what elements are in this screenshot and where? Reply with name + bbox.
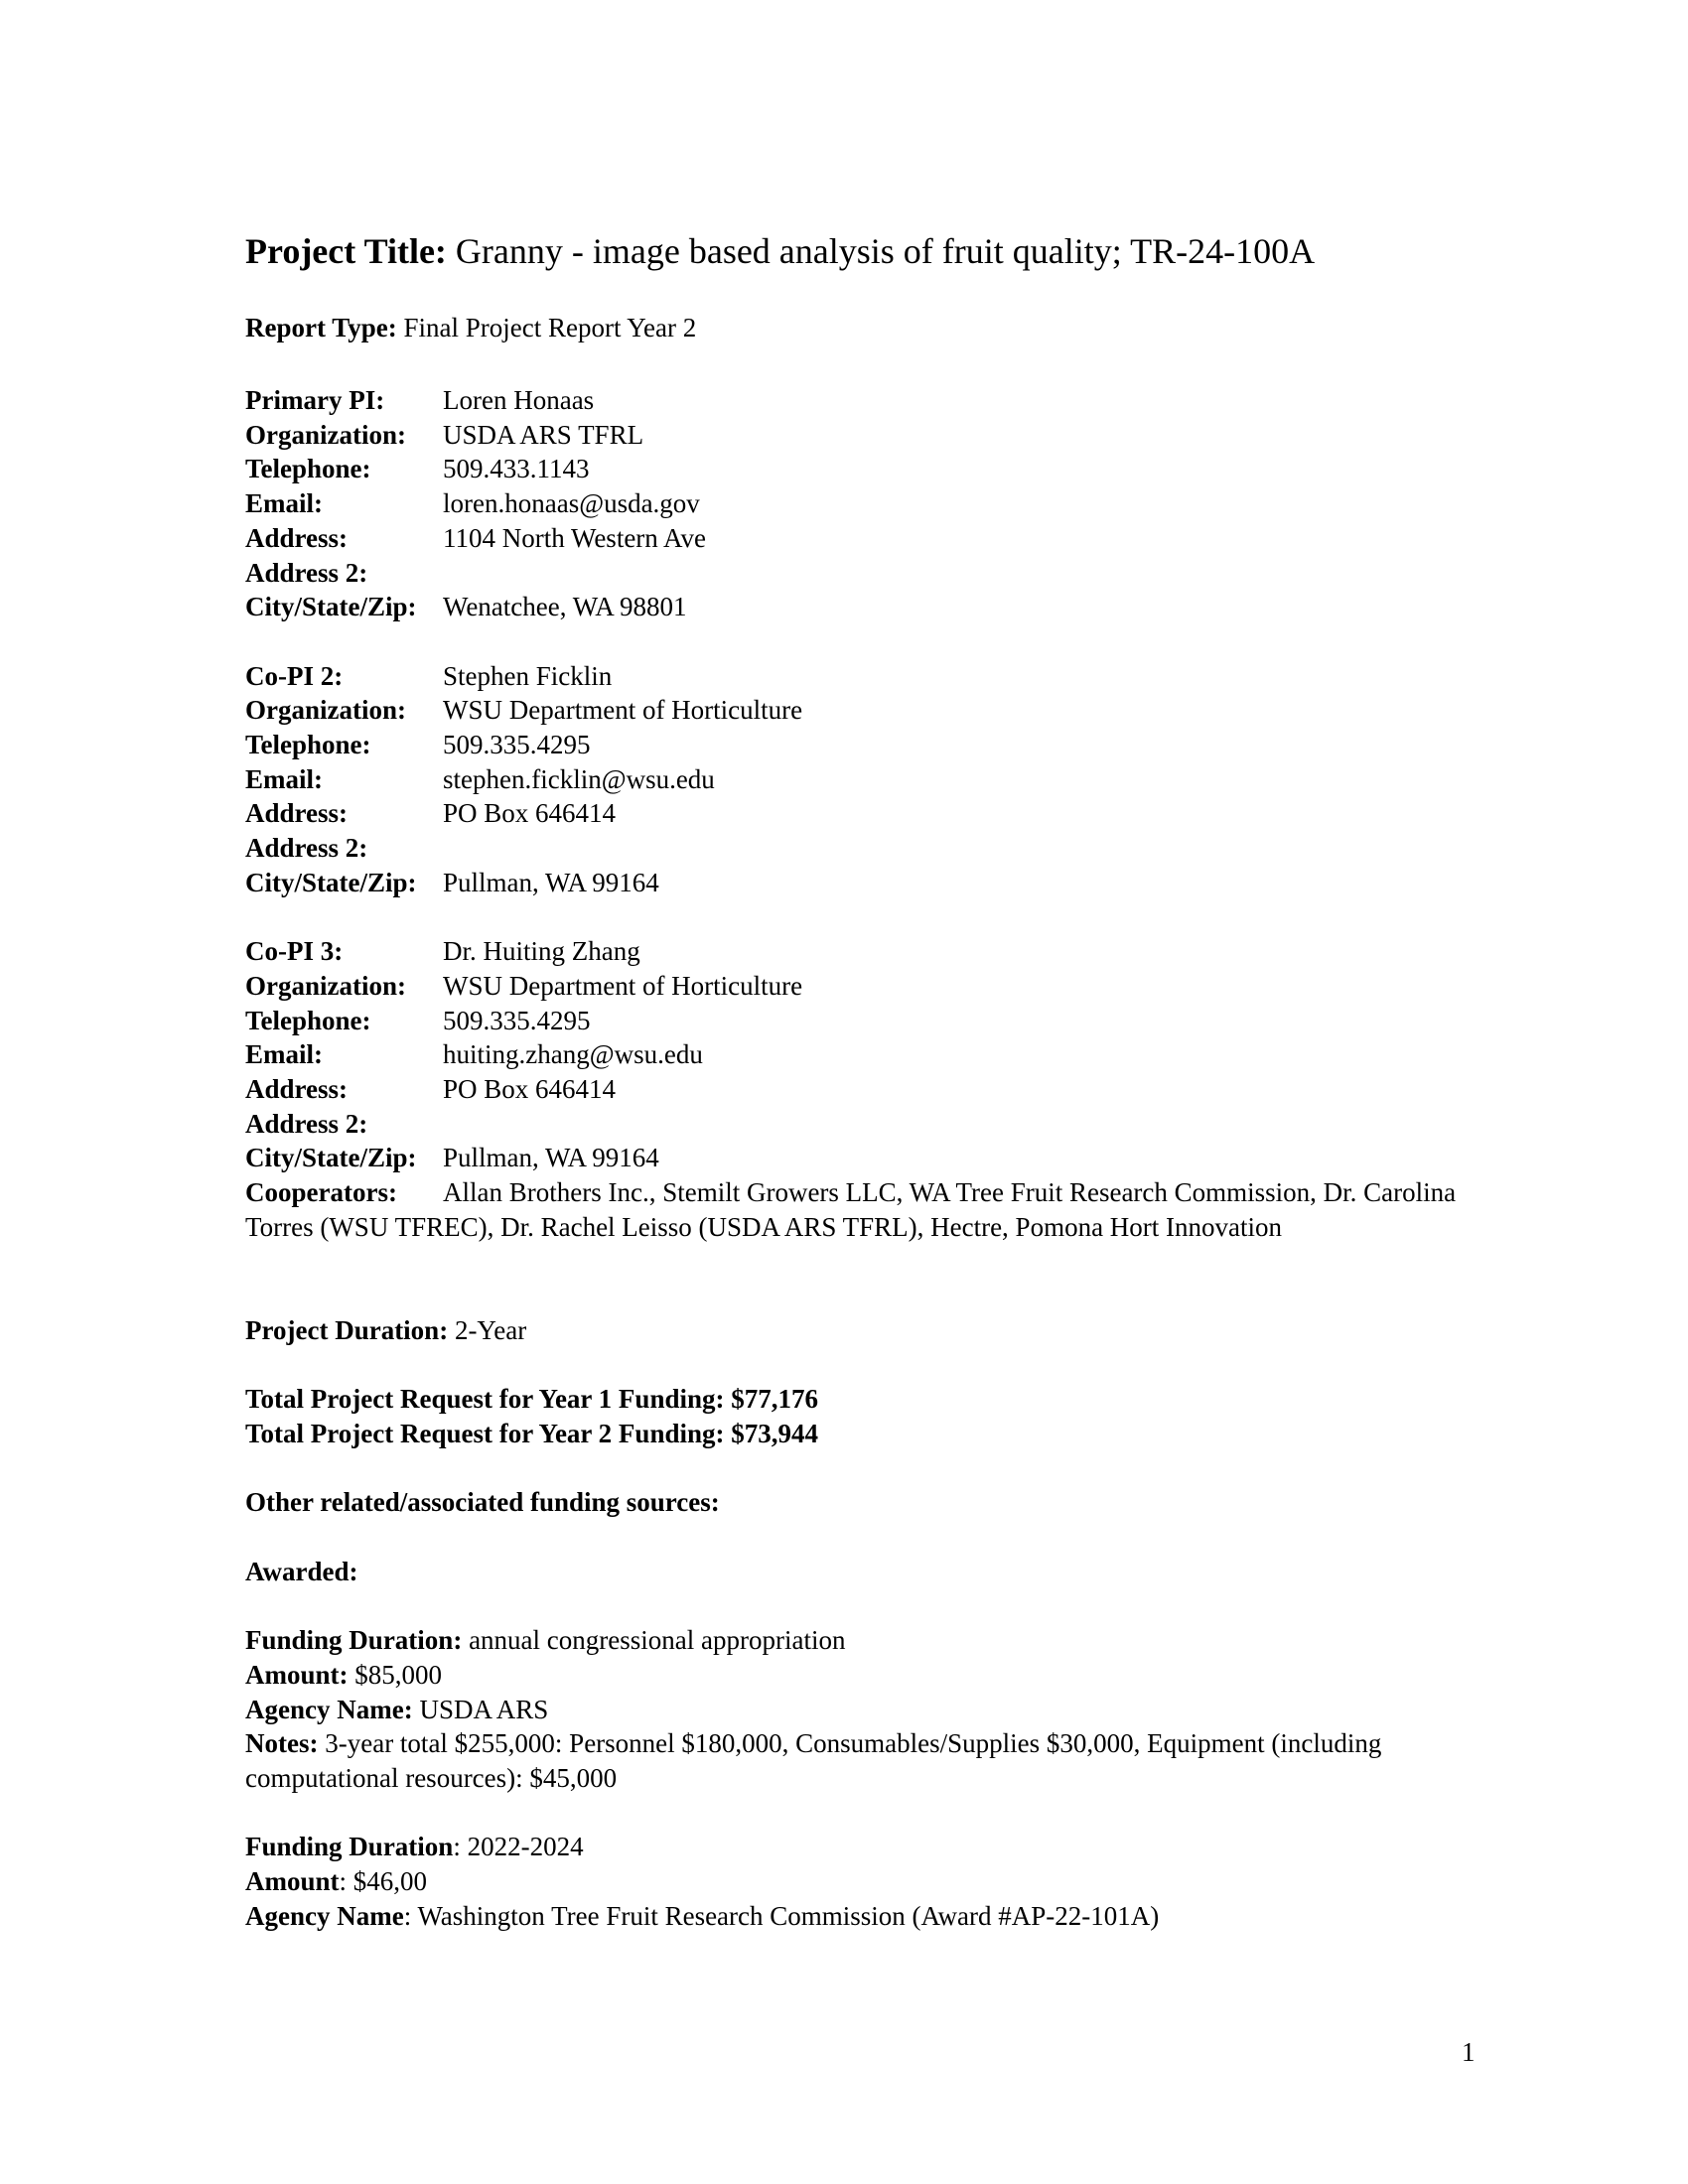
funding-request-value: $73,944: [731, 1419, 818, 1448]
page-number: 1: [1462, 2037, 1476, 2067]
award-amount-row: [245, 1658, 442, 1693]
contact-address2-row: [245, 1107, 367, 1142]
contact-address: PO Box 646414: [443, 798, 617, 829]
award-notes-row: [245, 1726, 1397, 1795]
award-notes: 3-year total $255,000: Personnel $180,000, Consumables/Supplies $30,000, Equipment (including computational resources): $45,000: [245, 1728, 1382, 1793]
award-amount-row: Amount: $46,00: [245, 1866, 428, 1897]
report-type-value: Final Project Report Year 2: [403, 313, 697, 342]
contact-organization: USDA ARS TFRL: [443, 419, 644, 450]
other-funding-heading: [245, 1485, 720, 1520]
field-label: Organization:: [245, 695, 406, 726]
field-label: Funding Duration:: [245, 1625, 463, 1656]
contact-telephone: 509.335.4295: [443, 730, 591, 759]
contact-address: 1104 North Western Ave: [443, 522, 707, 553]
contact-city: Wenatchee, WA 98801: [443, 592, 687, 622]
field-label: Amount:: [245, 1659, 349, 1690]
contact-name: Stephen Ficklin: [443, 660, 613, 691]
field-label: Address 2:: [245, 833, 368, 864]
contact-address-row: [245, 1072, 617, 1107]
contact-org-row: [245, 969, 803, 1004]
field-label: Funding Duration: [245, 1832, 454, 1862]
award-agency-row: Agency Name: Washington Tree Fruit Research Commission (Award #AP-22-101A): [245, 1900, 1160, 1931]
award-duration: 2022-2024: [467, 1832, 584, 1862]
project-title-value: Granny - image based analysis of fruit quality; TR-24-100A: [455, 231, 1316, 271]
contact-tel-row: [245, 1004, 591, 1038]
award-duration-row: Funding Duration: 2022-2024: [245, 1832, 584, 1862]
contact-email: huiting.zhang@wsu.edu: [443, 1039, 703, 1070]
contact-address-row: [245, 521, 707, 556]
field-label: Organization:: [245, 419, 406, 450]
contact-organization: WSU Department of Horticulture: [443, 970, 803, 1001]
field-label: City/State/Zip:: [245, 867, 417, 897]
award-duration-row: [245, 1623, 845, 1658]
field-label: Organization:: [245, 970, 406, 1001]
contact-name: Dr. Huiting Zhang: [443, 936, 640, 967]
award-duration: annual congressional appropriation: [469, 1625, 846, 1656]
award-agency: Washington Tree Fruit Research Commission (Award #AP-22-101A): [417, 1900, 1160, 1931]
award-agency-row: [245, 1693, 548, 1727]
contact-role-row: [245, 934, 640, 969]
contact-email-row: [245, 486, 700, 521]
project-title-label: Project Title:: [245, 231, 447, 271]
contact-tel-row: [245, 728, 591, 762]
contact-city-row: [245, 1141, 659, 1175]
field-label: Email:: [245, 1039, 323, 1070]
project-duration: [245, 1313, 526, 1348]
field-label: Address:: [245, 1074, 349, 1104]
contact-email-row: [245, 1037, 703, 1072]
contact-address2-row: [245, 556, 367, 591]
project-duration-label: Project Duration:: [245, 1314, 449, 1345]
contact-organization: WSU Department of Horticulture: [443, 695, 803, 726]
field-label: Primary PI:: [245, 385, 385, 415]
funding-request-year-2: [245, 1417, 818, 1451]
field-label: Amount: [245, 1866, 340, 1897]
field-label: Telephone:: [245, 1005, 371, 1035]
field-label: Agency Name:: [245, 1694, 413, 1724]
contact-address: PO Box 646414: [443, 1074, 617, 1104]
report-type: [245, 311, 696, 345]
field-label: City/State/Zip:: [245, 1143, 417, 1173]
funding-request-value: $77,176: [731, 1384, 818, 1415]
awarded-heading-text: Awarded:: [245, 1556, 358, 1586]
field-label: Telephone:: [245, 454, 371, 484]
field-label: Co-PI 2:: [245, 660, 344, 691]
contact-email-row: [245, 762, 715, 797]
project-duration-value: 2-Year: [454, 1314, 527, 1345]
contact-address-row: [245, 796, 617, 831]
field-label: Address 2:: [245, 1108, 368, 1139]
funding-request-year-1: [245, 1382, 818, 1417]
award-amount: $85,000: [354, 1659, 443, 1690]
field-label: Notes:: [245, 1728, 319, 1759]
contact-city: Pullman, WA 99164: [443, 867, 659, 897]
field-label: Address:: [245, 522, 349, 553]
cooperators: [245, 1175, 1457, 1244]
award-amount: $46,00: [352, 1866, 428, 1897]
contact-org-row: [245, 693, 803, 728]
contact-city-row: [245, 590, 687, 624]
other-funding-heading-text: Other related/associated funding sources:: [245, 1487, 720, 1518]
contact-name: Loren Honaas: [443, 385, 595, 415]
field-label: Co-PI 3:: [245, 936, 344, 967]
field-label: Agency Name: [245, 1900, 404, 1931]
contact-org-row: [245, 418, 644, 453]
field-label: Telephone:: [245, 730, 371, 759]
cooperators-value: Allan Brothers Inc., Stemilt Growers LLC, WA Tree Fruit Research Commission, Dr. Carolina Torres (WSU TFREC), Dr. Rachel Leisso (USDA ARS TFRL), Hectre, Pomona Hort Innovation: [245, 1177, 1457, 1242]
contact-email: loren.honaas@usda.gov: [443, 488, 700, 519]
contact-tel-row: [245, 452, 590, 486]
report-type-label: Report Type:: [245, 313, 397, 342]
contact-city-row: [245, 866, 659, 900]
contact-telephone: 509.335.4295: [443, 1005, 591, 1035]
funding-request-label: Total Project Request for Year 1 Funding:: [245, 1384, 725, 1415]
field-label: City/State/Zip:: [245, 592, 417, 622]
field-label: Address:: [245, 798, 349, 829]
awarded-heading: [245, 1555, 357, 1589]
contact-city: Pullman, WA 99164: [443, 1143, 659, 1173]
award-agency: USDA ARS: [419, 1694, 549, 1724]
project-title: [245, 229, 1315, 273]
contact-role-row: [245, 383, 595, 418]
field-label: Address 2:: [245, 557, 368, 588]
contact-telephone: 509.433.1143: [443, 454, 590, 484]
field-label: Email:: [245, 488, 323, 519]
contact-email: stephen.ficklin@wsu.edu: [443, 763, 715, 794]
cooperators-label: Cooperators:: [245, 1177, 397, 1208]
funding-request-label: Total Project Request for Year 2 Funding:: [245, 1419, 725, 1448]
contact-address2-row: [245, 831, 367, 866]
field-label: Email:: [245, 763, 323, 794]
contact-role-row: [245, 659, 613, 694]
